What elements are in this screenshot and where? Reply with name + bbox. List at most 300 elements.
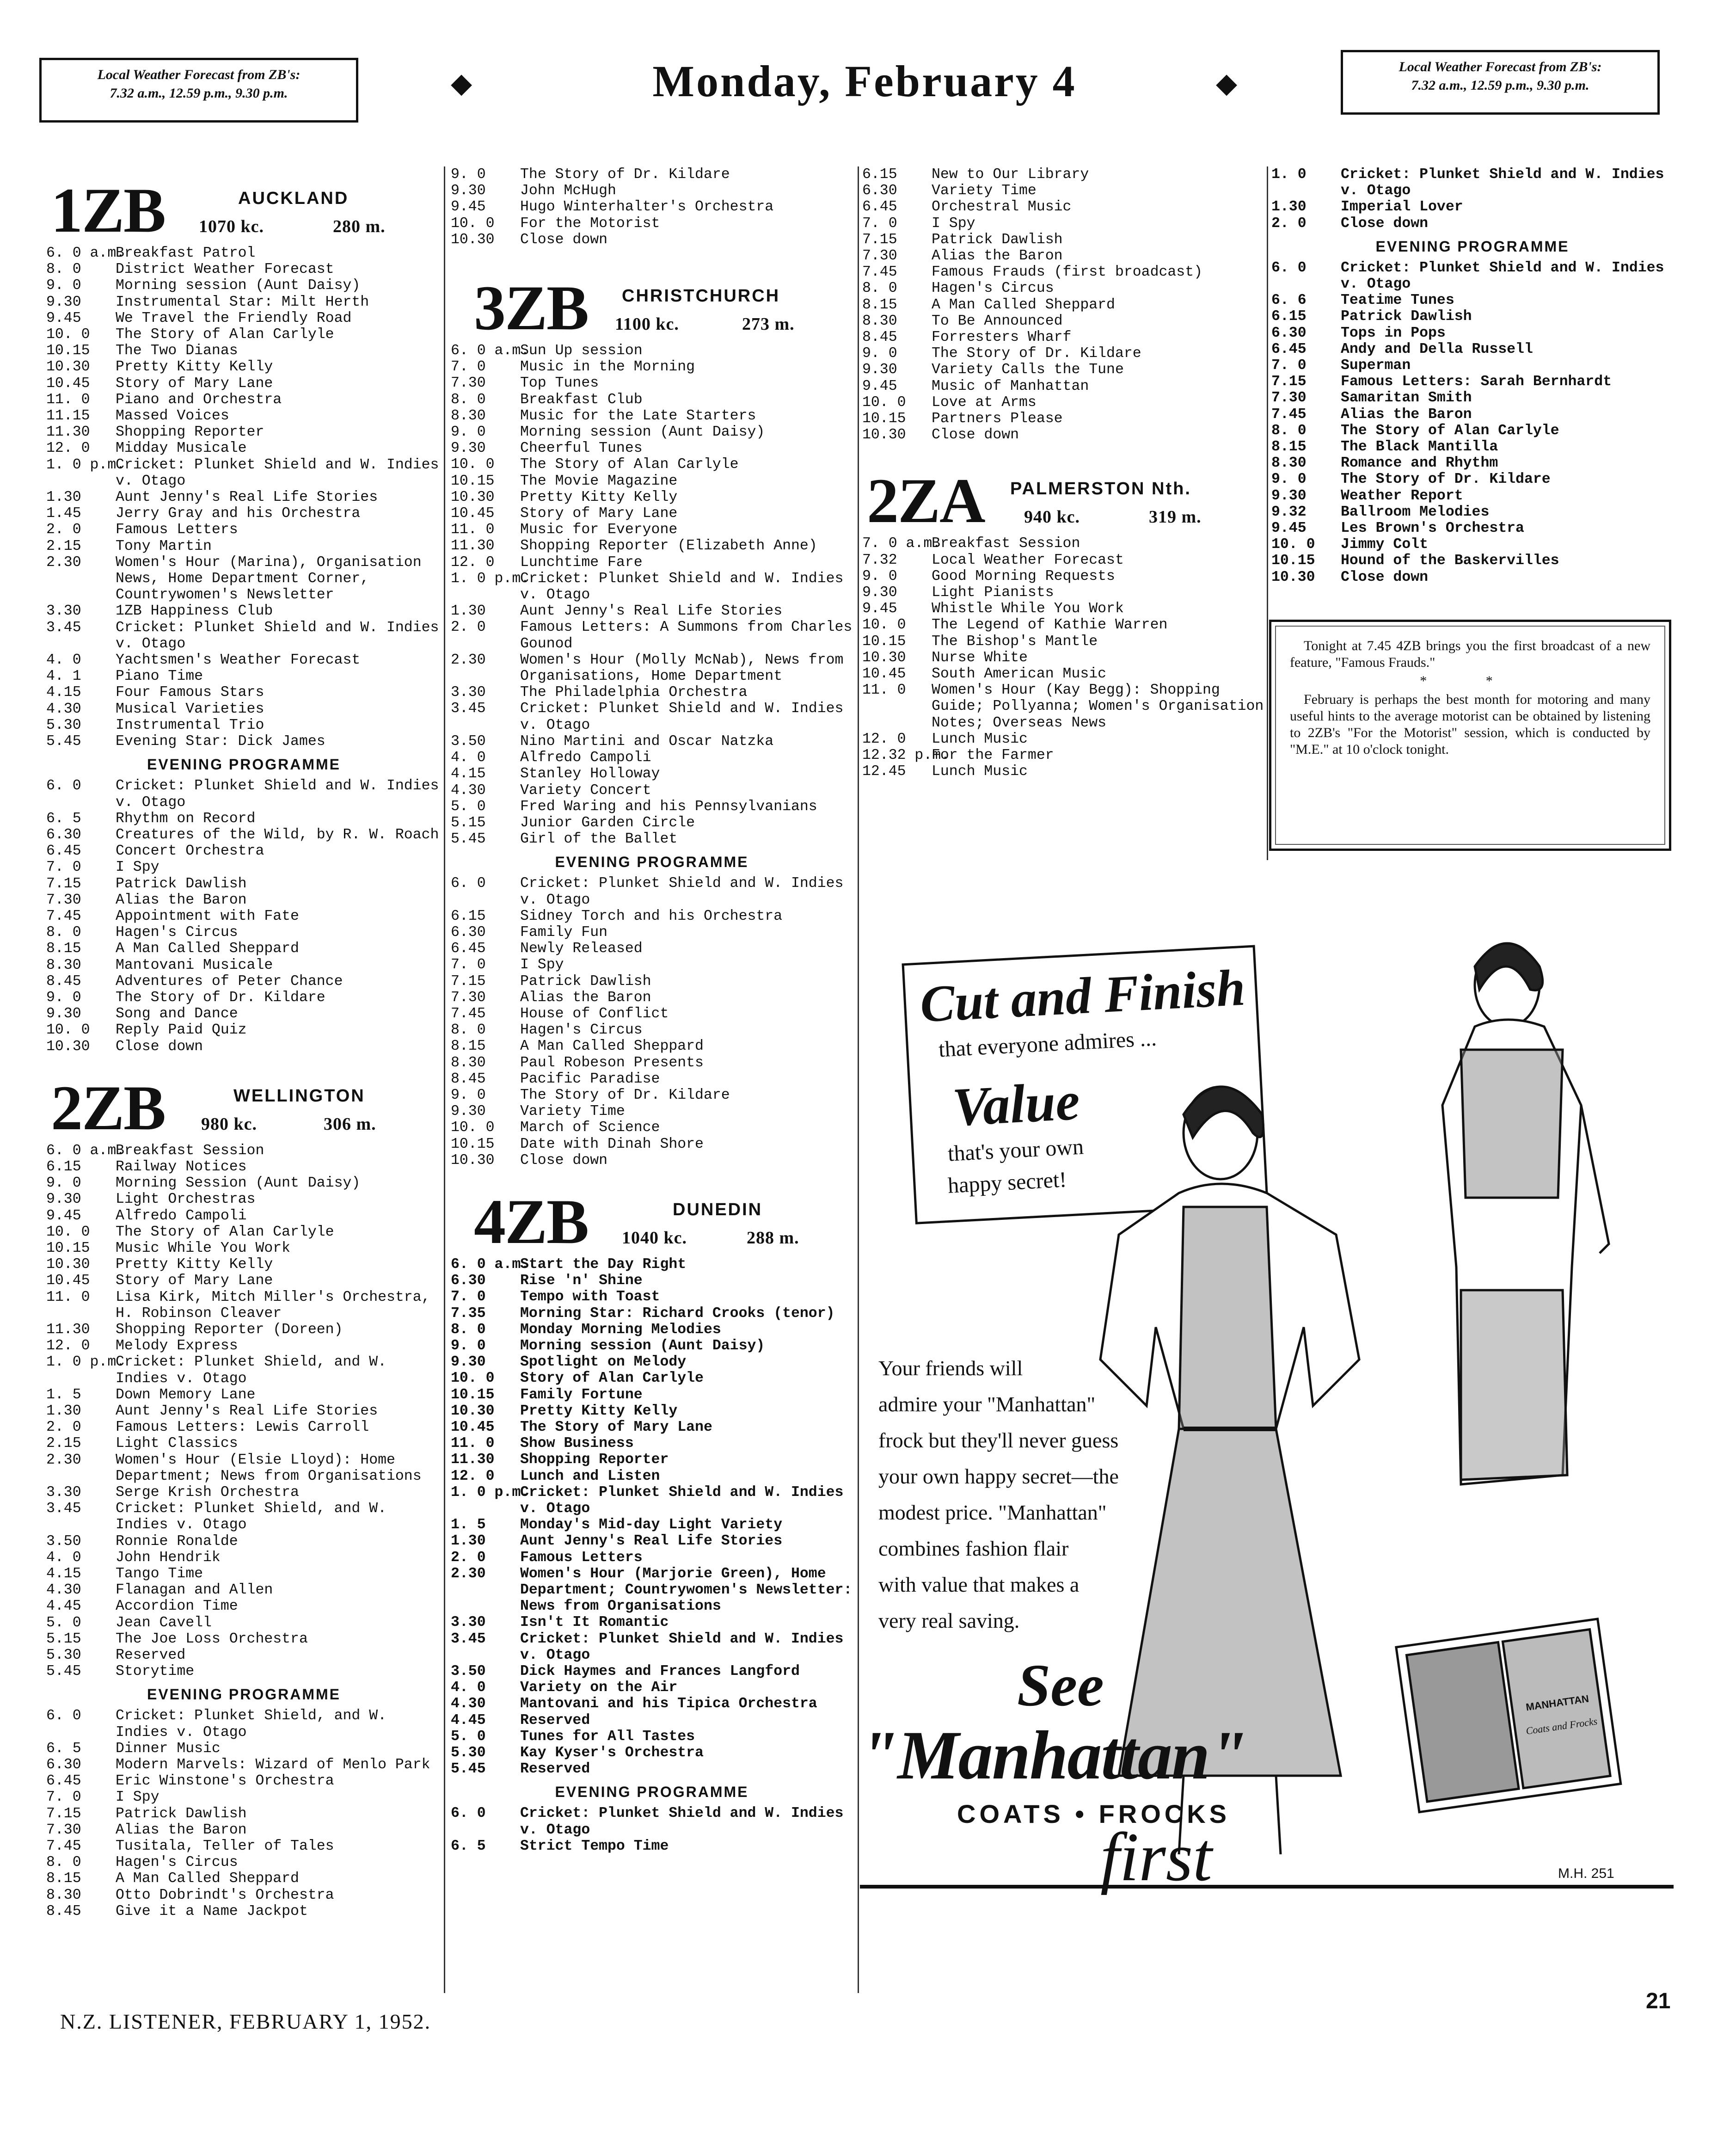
schedule-entry <box>46 1870 442 1887</box>
schedule-programme: Reply Paid Quiz <box>116 1022 247 1039</box>
schedule-programme: Breakfast Patrol <box>116 245 256 261</box>
schedule-time: 6. 0 a.m. <box>46 1142 125 1159</box>
schedule-time: 9.45 <box>451 199 486 215</box>
schedule-entry <box>46 1533 442 1550</box>
schedule-programme: Imperial Lover <box>1341 199 1463 215</box>
schedule-entry <box>46 1224 442 1240</box>
schedule-programme: Light Classics <box>116 1435 238 1452</box>
schedule-entry <box>451 1729 853 1745</box>
schedule-time: 6.15 <box>451 908 486 924</box>
schedule-entry <box>451 232 853 248</box>
schedule-entry <box>451 1468 853 1484</box>
schedule-programme: Instrumental Star: Milt Herth <box>116 294 369 310</box>
schedule-time: 10.45 <box>46 375 90 392</box>
schedule-time: 1.45 <box>46 505 81 522</box>
schedule-programme: Music of Manhattan <box>932 378 1089 394</box>
schedule-programme: Otto Dobrindt's Orchestra <box>116 1887 334 1903</box>
ad-tag-brand: MANHATTAN <box>1525 1692 1590 1713</box>
schedule-entry <box>451 408 853 424</box>
schedule-time: 5. 0 <box>46 1614 81 1631</box>
schedule-programme: Yachtsmen's Weather Forecast <box>116 652 361 669</box>
schedule-programme: Music for Everyone <box>520 522 678 538</box>
schedule-time: 3.30 <box>451 684 486 701</box>
schedule-entry <box>46 392 442 408</box>
station-callsign: 1ZB <box>51 175 166 246</box>
schedule-time: 7.30 <box>1271 390 1307 406</box>
schedule-programme: Teatime Tunes <box>1341 292 1454 309</box>
schedule-time: 7.45 <box>46 1838 81 1855</box>
schedule-entry <box>46 957 442 973</box>
schedule-entry <box>451 1256 853 1273</box>
schedule-time: 10.30 <box>46 1038 90 1055</box>
schedule-entry <box>1271 536 1674 553</box>
schedule-time: 3.45 <box>46 1501 81 1517</box>
schedule-programme: Strict Tempo Time <box>520 1838 669 1854</box>
schedule-time: 5.30 <box>451 1745 486 1761</box>
column-1 <box>46 176 442 1920</box>
weather-left-line2: 7.32 a.m., 12.59 p.m., 9.30 p.m. <box>110 86 288 101</box>
schedule-entry <box>46 359 442 375</box>
station-2za-schedule <box>862 535 1264 780</box>
schedule-entry <box>46 778 442 810</box>
schedule-time: 6. 0 <box>1271 259 1307 276</box>
schedule-entry <box>451 1614 853 1630</box>
schedule-entry <box>46 1159 442 1175</box>
schedule-time: 5.15 <box>46 1630 81 1647</box>
schedule-entry <box>451 1631 853 1663</box>
schedule-time: 2. 0 <box>451 1549 486 1566</box>
schedule-programme: I Spy <box>932 215 975 232</box>
schedule-programme: Cricket: Plunket Shield and W. Indies v. Otago <box>1341 259 1664 293</box>
schedule-programme: A Man Called Sheppard <box>116 941 299 957</box>
schedule-entry <box>862 585 1264 601</box>
ad-brand-manhattan: "Manhattan" <box>860 1717 1247 1794</box>
schedule-time: 3.50 <box>46 1533 81 1550</box>
schedule-entry <box>451 166 853 183</box>
schedule-programme: Tempo with Toast <box>520 1289 660 1305</box>
schedule-programme: The Black Mantilla <box>1341 439 1498 455</box>
schedule-time: 3.30 <box>46 1484 81 1501</box>
schedule-time: 7. 0 <box>451 957 486 973</box>
schedule-time: 9. 0 <box>46 989 81 1006</box>
schedule-entry <box>862 264 1264 280</box>
ad-body-line: with value that makes a <box>878 1573 1080 1596</box>
schedule-programme: Light Orchestras <box>116 1191 256 1208</box>
ad-body-line: very real saving. <box>878 1609 1020 1632</box>
schedule-entry <box>46 457 442 489</box>
schedule-entry <box>46 827 442 843</box>
schedule-time: 4.15 <box>451 766 486 782</box>
schedule-programme: Morning session (Aunt Daisy) <box>520 424 765 441</box>
schedule-time: 2.30 <box>451 1565 486 1582</box>
notice-box <box>1269 620 1671 851</box>
schedule-time: 10.15 <box>862 411 906 427</box>
schedule-entry <box>46 1822 442 1838</box>
schedule-entry <box>46 876 442 892</box>
schedule-programme: Top Tunes <box>520 375 599 392</box>
schedule-entry <box>451 875 853 908</box>
schedule-time: 7. 0 <box>46 859 81 876</box>
schedule-programme: The Story of Alan Carlyle <box>520 456 739 473</box>
schedule-time: 4. 1 <box>46 668 81 685</box>
schedule-entry <box>862 394 1264 411</box>
schedule-time: 6. 0 a.m. <box>451 1256 530 1273</box>
schedule-entry <box>1271 260 1674 292</box>
schedule-entry <box>46 261 442 277</box>
schedule-time: 6. 0 <box>451 875 486 892</box>
manhattan-advertisement <box>860 874 1674 1970</box>
schedule-entry <box>862 747 1264 763</box>
schedule-entry <box>451 1805 853 1838</box>
schedule-programme: Alfredo Campoli <box>520 750 651 766</box>
schedule-time: 8.15 <box>46 1870 81 1887</box>
schedule-time: 4.30 <box>451 1696 486 1712</box>
schedule-programme: Women's Hour (Kay Begg): Shopping Guide; Pollyanna; Women's Organisation Notes; Overseas News <box>932 682 1264 731</box>
schedule-programme: Cricket: Plunket Shield and W. Indies v. Otago <box>116 456 439 489</box>
schedule-programme: Dinner Music <box>116 1740 221 1757</box>
schedule-entry <box>451 1338 853 1354</box>
schedule-entry <box>1271 292 1674 308</box>
schedule-programme: Mantovani Musicale <box>116 957 273 973</box>
schedule-time: 9.30 <box>451 183 486 199</box>
schedule-entry <box>862 617 1264 633</box>
schedule-time: 7. 0 <box>1271 357 1307 374</box>
schedule-programme: Isn't It Romantic <box>520 1614 669 1631</box>
ad-tag-sub: Coats and Frocks <box>1525 1715 1598 1737</box>
ad-body-line: your own happy secret—the <box>878 1464 1119 1488</box>
schedule-time: 11. 0 <box>46 391 90 408</box>
schedule-time: 8.15 <box>862 296 897 313</box>
schedule-time: 9.45 <box>46 310 81 326</box>
schedule-entry <box>46 1006 442 1022</box>
schedule-entry <box>862 552 1264 568</box>
schedule-time: 6.45 <box>451 941 486 957</box>
schedule-time: 10.45 <box>451 1419 495 1435</box>
ad-body-line: frock but they'll never guess <box>878 1428 1119 1452</box>
schedule-entry <box>451 1838 853 1854</box>
schedule-time: 10. 0 <box>862 617 906 634</box>
schedule-time: 5.30 <box>46 1647 81 1664</box>
schedule-programme: Tops in Pops <box>1341 325 1446 341</box>
schedule-time: 10.15 <box>862 633 906 650</box>
schedule-entry <box>46 843 442 859</box>
schedule-programme: Hagen's Circus <box>116 1854 238 1871</box>
schedule-programme: Reserved <box>116 1647 186 1664</box>
ad-body-copy <box>878 1350 1119 1639</box>
schedule-entry <box>451 183 853 199</box>
schedule-programme: Alias the Baron <box>932 248 1063 265</box>
schedule-programme: Lunchtime Fare <box>520 554 643 571</box>
schedule-time: 9.30 <box>862 585 897 601</box>
schedule-programme: Instrumental Trio <box>116 717 264 733</box>
schedule-time: 12. 0 <box>46 440 90 457</box>
weather-right-line1: Local Weather Forecast from ZB's: <box>1399 59 1602 74</box>
schedule-time: 9. 0 <box>451 1087 486 1103</box>
schedule-programme: New to Our Library <box>932 166 1089 183</box>
schedule-programme: To Be Announced <box>932 313 1063 329</box>
schedule-programme: Ballroom Melodies <box>1341 504 1490 520</box>
ad-body-line: modest price. "Manhattan" <box>878 1501 1107 1524</box>
schedule-programme: Tunes for All Tastes <box>520 1728 695 1745</box>
schedule-programme: Women's Hour (Molly McNab), News from Organisations, Home Department <box>520 652 844 685</box>
schedule-time: 3.45 <box>46 619 81 636</box>
schedule-programme: Good Morning Requests <box>932 568 1115 585</box>
schedule-time: 2. 0 <box>1271 215 1307 232</box>
station-callsign: 4ZB <box>474 1186 589 1257</box>
schedule-time: 10. 0 <box>862 394 906 411</box>
schedule-entry <box>862 763 1264 780</box>
schedule-entry <box>1271 199 1674 215</box>
schedule-time: 6.30 <box>46 1757 81 1773</box>
schedule-time: 9.45 <box>862 601 897 617</box>
schedule-time: 1. 0 p.m. <box>451 570 530 587</box>
schedule-entry <box>862 345 1264 362</box>
schedule-entry <box>451 1403 853 1419</box>
schedule-time: 10.30 <box>451 1152 495 1169</box>
schedule-time: 7. 0 <box>451 1289 486 1305</box>
schedule-entry <box>46 1175 442 1191</box>
schedule-time: 12.45 <box>862 763 906 780</box>
schedule-entry <box>46 1191 442 1207</box>
schedule-entry <box>46 1322 442 1338</box>
schedule-programme: Variety Time <box>932 183 1037 199</box>
schedule-time: 9.30 <box>862 362 897 378</box>
schedule-programme: 1ZB Happiness Club <box>116 603 273 620</box>
evening-heading: EVENING PROGRAMME <box>147 1686 341 1703</box>
schedule-programme: Musical Varieties <box>116 701 264 717</box>
schedule-entry <box>46 310 442 326</box>
schedule-time: 7.30 <box>451 375 486 392</box>
station-city: CHRISTCHURCH <box>622 286 780 306</box>
schedule-time: 9.30 <box>46 1006 81 1022</box>
schedule-entry <box>451 571 853 603</box>
schedule-entry <box>862 535 1264 552</box>
schedule-programme: Pretty Kitty Kelly <box>520 489 678 505</box>
schedule-programme: Morning session (Aunt Daisy) <box>116 277 361 294</box>
schedule-programme: Fred Waring and his Pennsylvanians <box>520 798 817 815</box>
schedule-entry <box>862 166 1264 183</box>
station-2zb-continued <box>862 166 1264 443</box>
station-1zb-header <box>46 176 442 245</box>
schedule-time: 7.30 <box>46 892 81 908</box>
weather-left-line1: Local Weather Forecast from ZB's: <box>97 67 301 82</box>
schedule-entry <box>451 782 853 799</box>
schedule-entry <box>46 1208 442 1224</box>
schedule-time: 6. 5 <box>46 1740 81 1757</box>
schedule-time: 9.32 <box>1271 504 1307 520</box>
schedule-programme: Local Weather Forecast <box>932 552 1124 568</box>
schedule-programme: Girl of the Ballet <box>520 831 678 848</box>
schedule-entry <box>46 1773 442 1789</box>
schedule-programme: Down Memory Lane <box>116 1386 256 1403</box>
schedule-programme: Music in the Morning <box>520 359 695 375</box>
schedule-programme: District Weather Forecast <box>116 261 334 278</box>
schedule-time: 6. 0 <box>46 1708 81 1724</box>
schedule-entry <box>46 990 442 1006</box>
schedule-entry <box>46 440 442 456</box>
schedule-entry <box>451 424 853 440</box>
schedule-entry <box>451 831 853 847</box>
schedule-time: 3.45 <box>451 1630 486 1647</box>
schedule-time: 12.32 p.m. <box>862 747 950 764</box>
schedule-programme: Sun Up session <box>520 343 643 359</box>
schedule-programme: The Story of Mary Lane <box>520 1419 712 1435</box>
schedule-programme: Forresters Wharf <box>932 329 1072 346</box>
schedule-time: 9.30 <box>451 1354 486 1371</box>
schedule-time: 9. 0 <box>451 424 486 441</box>
schedule-programme: For the Farmer <box>932 747 1054 764</box>
station-metres: 273 m. <box>742 314 795 334</box>
schedule-programme: Alias the Baron <box>1341 406 1472 423</box>
schedule-entry <box>46 1887 442 1903</box>
schedule-programme: Story of Alan Carlyle <box>520 1370 704 1387</box>
schedule-time: 2.15 <box>46 1435 81 1452</box>
station-kc: 1100 kc. <box>615 314 679 334</box>
ad-line-everyone-admires: that everyone admires ... <box>938 1026 1157 1062</box>
schedule-programme: Kay Kyser's Orchestra <box>520 1745 704 1761</box>
schedule-programme: Cricket: Plunket Shield and W. Indies v. Otago <box>116 619 439 652</box>
station-metres: 306 m. <box>324 1114 376 1134</box>
schedule-programme: Reserved <box>520 1712 590 1729</box>
schedule-entry <box>46 1854 442 1870</box>
schedule-time: 10. 0 <box>451 215 495 232</box>
schedule-time: 6.45 <box>862 199 897 215</box>
schedule-entry <box>46 1582 442 1598</box>
schedule-programme: Concert Orchestra <box>116 843 264 860</box>
schedule-entry <box>451 1152 853 1169</box>
schedule-entry <box>1271 325 1674 341</box>
schedule-time: 7.15 <box>1271 374 1307 390</box>
schedule-programme: Breakfast Session <box>116 1142 264 1159</box>
schedule-programme: The Joe Loss Orchestra <box>116 1630 308 1647</box>
schedule-time: 7.15 <box>451 973 486 990</box>
schedule-entry <box>862 362 1264 378</box>
schedule-programme: Weather Report <box>1341 487 1463 504</box>
schedule-entry <box>46 505 442 522</box>
schedule-programme: The Legend of Kathie Warren <box>932 617 1168 634</box>
schedule-programme: Famous Frauds (first broadcast) <box>932 264 1202 281</box>
schedule-entry <box>451 1761 853 1777</box>
schedule-programme: Les Brown's Orchestra <box>1341 520 1524 537</box>
station-1zb-evening <box>46 778 442 1054</box>
schedule-entry <box>46 811 442 827</box>
schedule-time: 6.15 <box>1271 308 1307 325</box>
schedule-programme: Light Pianists <box>932 585 1054 601</box>
schedule-entry <box>451 603 853 619</box>
schedule-programme: Railway Notices <box>116 1158 247 1175</box>
schedule-programme: Lunch Music <box>932 731 1028 747</box>
schedule-programme: Close down <box>1341 215 1429 232</box>
schedule-programme: Melody Express <box>116 1338 238 1354</box>
schedule-programme: Ronnie Ronalde <box>116 1533 238 1550</box>
page-number: 21 <box>1646 1989 1671 2013</box>
schedule-entry <box>862 297 1264 313</box>
schedule-entry <box>862 650 1264 666</box>
schedule-time: 11.30 <box>46 1321 90 1338</box>
schedule-entry <box>46 1273 442 1289</box>
schedule-time: 8.15 <box>1271 439 1307 455</box>
schedule-entry <box>1271 357 1674 374</box>
schedule-programme: Alfredo Campoli <box>116 1207 247 1224</box>
schedule-programme: The Movie Magazine <box>520 473 678 489</box>
schedule-entry <box>46 1403 442 1419</box>
schedule-time: 4.30 <box>451 782 486 799</box>
schedule-programme: Patrick Dawlish <box>1341 308 1472 325</box>
schedule-entry <box>1271 569 1674 585</box>
schedule-programme: A Man Called Sheppard <box>116 1870 299 1887</box>
schedule-entry <box>46 941 442 957</box>
schedule-programme: Dick Haymes and Frances Langford <box>520 1663 800 1680</box>
schedule-entry <box>46 1256 442 1273</box>
schedule-programme: Patrick Dawlish <box>116 1805 247 1822</box>
schedule-time: 1. 0 p.m. <box>46 456 125 473</box>
schedule-programme: Rise 'n' Shine <box>520 1273 643 1289</box>
schedule-time: 1. 0 p.m. <box>46 1354 125 1371</box>
schedule-time: 7.45 <box>46 908 81 924</box>
schedule-entry <box>862 248 1264 264</box>
evening-heading: EVENING PROGRAMME <box>1375 238 1570 255</box>
schedule-programme: For the Motorist <box>520 215 660 232</box>
schedule-time: 9. 0 <box>46 277 81 294</box>
schedule-entry <box>1271 166 1674 199</box>
schedule-entry <box>46 1566 442 1582</box>
schedule-programme: Story of Mary Lane <box>116 1273 273 1289</box>
schedule-time: 10.45 <box>862 666 906 683</box>
schedule-programme: Famous Letters <box>116 522 238 538</box>
schedule-programme: Famous Letters: A Summons from Charles Gounod <box>520 619 853 652</box>
schedule-programme: Reserved <box>520 1761 590 1778</box>
schedule-time: 10. 0 <box>46 1224 90 1240</box>
schedule-time: 8. 0 <box>862 280 897 297</box>
schedule-entry <box>862 313 1264 329</box>
schedule-entry <box>46 554 442 603</box>
schedule-time: 8.45 <box>46 1903 81 1920</box>
schedule-entry <box>46 1387 442 1403</box>
schedule-entry <box>451 343 853 359</box>
schedule-programme: March of Science <box>520 1120 660 1136</box>
station-callsign: 2ZA <box>867 465 985 536</box>
schedule-programme: Hagen's Circus <box>520 1022 643 1039</box>
schedule-programme: Tango Time <box>116 1566 203 1582</box>
schedule-entry <box>46 892 442 908</box>
schedule-programme: Famous Letters: Lewis Carroll <box>116 1419 369 1436</box>
schedule-entry <box>862 682 1264 731</box>
ornament-right: ◆ <box>1216 68 1238 98</box>
schedule-programme: Cricket: Plunket Shield and W. Indies v. Otago <box>520 1805 844 1838</box>
station-4zb-continued <box>1271 166 1674 232</box>
schedule-entry <box>451 1533 853 1549</box>
schedule-time: 7.45 <box>451 1005 486 1022</box>
schedule-entry <box>46 1741 442 1757</box>
schedule-entry <box>46 375 442 392</box>
schedule-time: 5.45 <box>46 733 81 750</box>
schedule-time: 7.15 <box>46 875 81 892</box>
schedule-entry <box>451 1696 853 1712</box>
schedule-entry <box>451 1322 853 1338</box>
schedule-time: 8.30 <box>862 313 897 329</box>
schedule-programme: Famous Letters: Sarah Bernhardt <box>1341 374 1612 390</box>
schedule-time: 10.30 <box>451 1403 495 1419</box>
schedule-entry <box>451 1006 853 1022</box>
schedule-entry <box>451 1038 853 1054</box>
notice-paragraph-2: February is perhaps the best month for motoring and many useful hints to the average motorist can be obtained by listening to 2ZB's "For the Motorist" session, which is conducted by "M.E." at 10 o'clock tonight. <box>1290 692 1650 757</box>
schedule-time: 10.45 <box>451 505 495 522</box>
schedule-time: 7.45 <box>862 264 897 281</box>
schedule-time: 6. 0 <box>451 1805 486 1822</box>
schedule-entry <box>862 378 1264 394</box>
schedule-programme: Patrick Dawlish <box>520 973 651 990</box>
schedule-programme: Close down <box>116 1038 203 1055</box>
